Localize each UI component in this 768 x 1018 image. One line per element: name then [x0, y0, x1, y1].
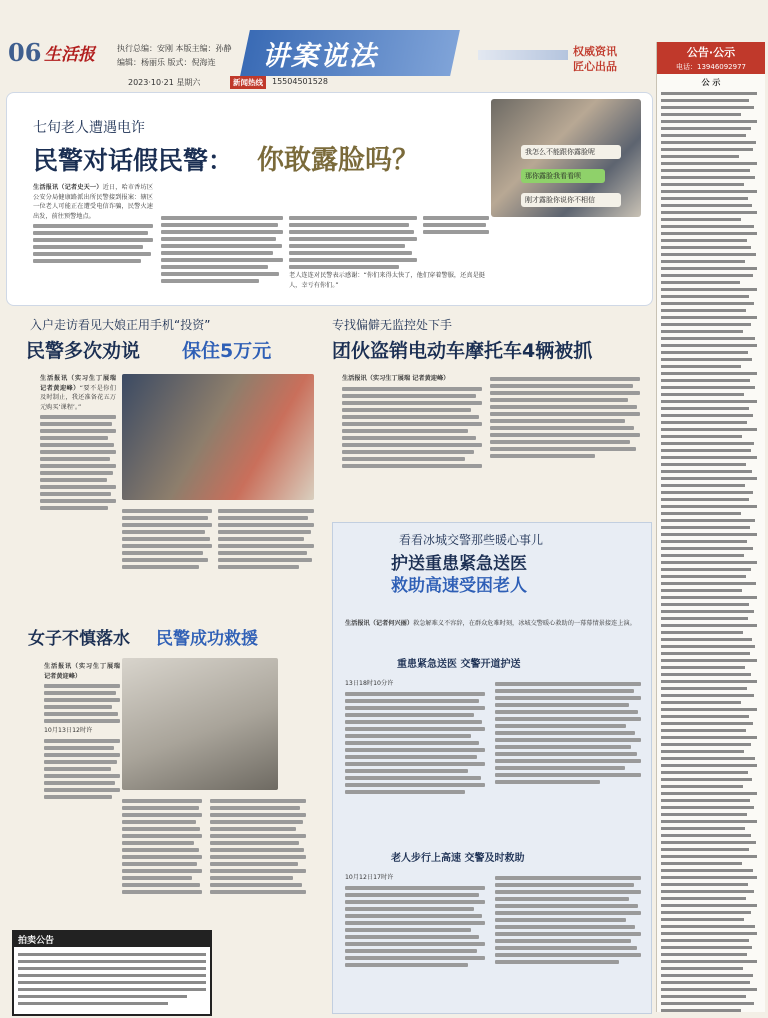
story-water-rescue: [6, 612, 324, 942]
story1-column-2: [161, 213, 283, 286]
story2-column-2: [122, 506, 212, 572]
story3-column-2: [490, 374, 640, 461]
story-investment-scam: [6, 308, 324, 608]
chat-bubble-2: 那你露脸我看看呗: [521, 169, 605, 183]
story5-column-4: [495, 873, 641, 967]
chat-bubble-1: 我怎么不能跟你露脸呢: [521, 145, 621, 159]
story5-headline-b: 救助高速受困老人: [391, 576, 527, 596]
story4-column-3: [210, 796, 306, 897]
story-traffic-police: [332, 522, 652, 1014]
notice-box: [12, 930, 212, 1016]
story5-column-2: [495, 679, 641, 787]
story5-kicker: 看看冰城交警那些暖心事儿: [399, 533, 544, 547]
notice-box-title: 拍卖公告: [14, 932, 210, 947]
hotline-number: 15504501528: [272, 77, 328, 86]
story2-photo: [122, 374, 314, 500]
ad-column-phone: 电话：13946092977: [657, 62, 765, 74]
issue-date: 2023·10·21 星期六: [128, 78, 201, 87]
story4-byline: 生活报讯（实习生丁展瑞 记者黄迎峰）: [44, 663, 120, 680]
chat-bubble-3: 刚才露脸你说你不相信: [521, 193, 621, 207]
slogan-bottom: 匠心出品: [573, 60, 617, 73]
story-elderly-scam: [6, 92, 653, 306]
story-theft-gang: [330, 308, 652, 508]
story5-column-3: [345, 873, 485, 970]
credits-line-2: 编辑：杨丽乐 版式：倪海连: [117, 58, 216, 67]
story2-headline-a: 民警多次劝说: [26, 340, 141, 362]
story1-kicker: 七旬老人遭遇电诈: [33, 120, 145, 136]
story5-byline: 生活报讯（记者何兴丽）: [345, 620, 414, 627]
story3-byline: 生活报讯（实习生丁展瑞 记者黄迎峰）: [342, 375, 450, 382]
story5-column-1: [345, 679, 485, 797]
story5-subhead-2: 老人步行上高速 交警及时救助: [391, 853, 525, 864]
story4-column-2: [122, 796, 202, 897]
masthead: [0, 0, 768, 86]
story1-byline: 生活报讯（记者史天一）: [33, 184, 103, 191]
story4-date-line: 10月13日12时许: [44, 727, 93, 735]
story4-headline-a: 女子不慎落水: [28, 629, 130, 649]
story5-lead: [345, 619, 639, 629]
story4-headline-b: 民警成功救援: [156, 629, 258, 649]
story1-column-3: [289, 213, 417, 272]
story2-headline-b: 保住5万元: [182, 340, 272, 362]
page-number: 06: [8, 38, 42, 67]
notice-box-table: [14, 947, 210, 1011]
ad-column-listing: [657, 92, 765, 1012]
story1-headline-b: 你敢露脸吗？: [257, 145, 419, 176]
ad-column-subheader: 公 示: [701, 78, 721, 87]
story4-column-1: [44, 662, 120, 802]
story5-sub2-date: 10月12日17时许: [345, 874, 394, 881]
story1-intro: 近日，哈市香坊区公安分局健康路派出所民警接到报案：辖区一位老人可能正在遭受电信诈骗，民警火速出发，前往预警地点。: [33, 184, 154, 220]
story1-column-1: [33, 183, 153, 266]
story3-headline: 团伙盗销电动车摩托车4辆被抓: [332, 340, 593, 362]
hotline-label: 新闻热线: [230, 76, 266, 89]
ad-column: [656, 42, 765, 1012]
banner-stripe: [478, 50, 568, 60]
ad-column-header: 公告·公示: [657, 42, 765, 62]
story1-photo: [491, 99, 641, 217]
slogan-top: 权威资讯: [573, 45, 617, 58]
story2-byline: 生活报讯（实习生丁展瑞 记者黄迎峰）: [40, 375, 116, 392]
story2-kicker: 入户走访看见大娘正用手机“投资”: [30, 318, 211, 332]
story3-kicker: 专找偏僻无监控处下手: [332, 318, 453, 332]
story5-sub1-date: 13日18时10分许: [345, 680, 394, 687]
section-title: 讲案说法: [262, 41, 378, 72]
story2-column-3: [218, 506, 314, 572]
paper-name: 生活报: [44, 45, 95, 65]
story1-quote: 老人连连对民警表示感谢：“你们来得太快了，他们穿着警服，还真是挺人，幸亏有你们。”: [289, 272, 485, 289]
story1-column-4: [423, 213, 489, 237]
story5-headline-a: 护送重患紧急送医: [391, 554, 527, 574]
story2-column-1: [40, 374, 116, 513]
story1-headline-a: 民警对话假民警：: [33, 146, 234, 175]
story5-lead-text: 救急解难义不容辞，在群众危难时刻，冰城交警暖心救助的一幕幕情景接连上演。: [413, 620, 636, 627]
story3-column-1: [342, 374, 482, 471]
credits-line-1: 执行总编：安刚 本版主编：孙静: [117, 44, 232, 53]
story2-quote: “要不是你们及时制止，我还准备花五万元购买‘课程’。”: [40, 384, 116, 411]
story4-photo: [122, 658, 278, 790]
story5-subhead-1: 重患紧急送医 交警开道护送: [397, 659, 521, 670]
